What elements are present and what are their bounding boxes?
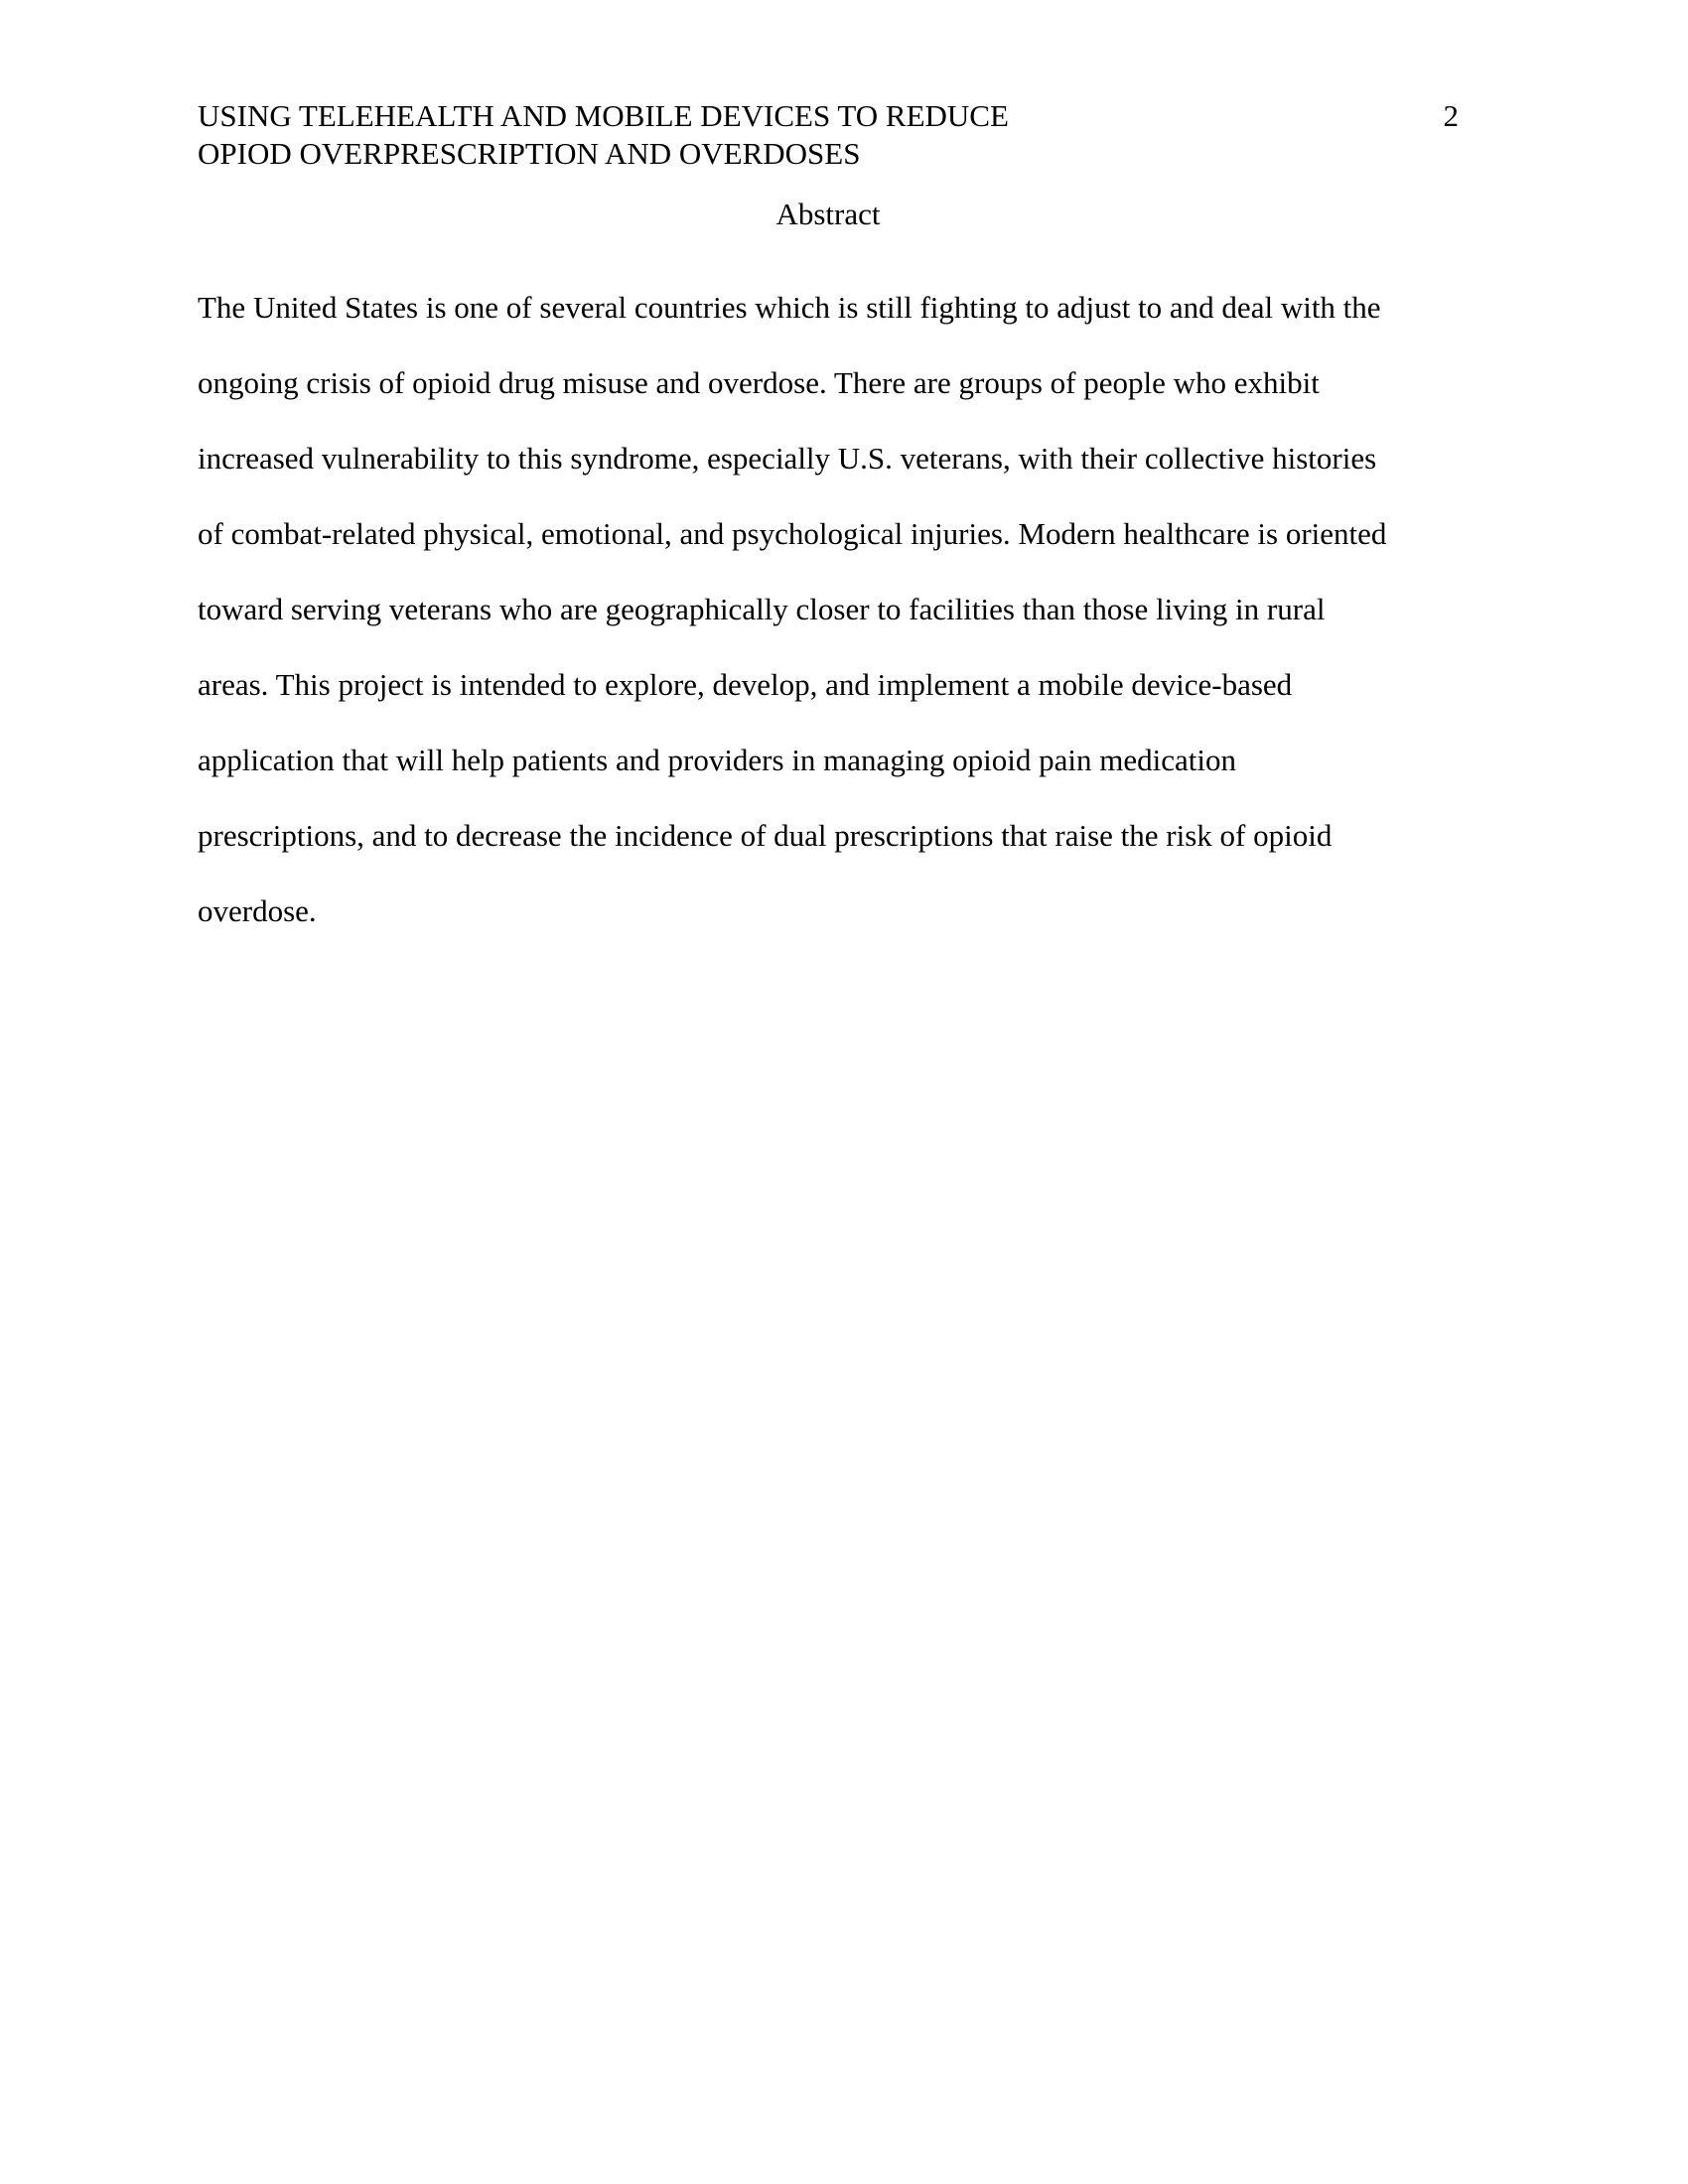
abstract-line: application that will help patients and providers in managing opioid pain medication	[198, 743, 1237, 777]
abstract-line: toward serving veterans who are geographically closer to facilities than those living in rural	[198, 592, 1326, 626]
running-head-line-2: OPIOD OVERPRESCRIPTION AND OVERDOSES	[198, 136, 861, 171]
abstract-line: ongoing crisis of opioid drug misuse and overdose. There are groups of people who exhibit	[198, 365, 1320, 400]
abstract-body	[198, 270, 1469, 949]
abstract-line: overdose.	[198, 893, 317, 928]
abstract-line: of combat-related physical, emotional, and psychological injuries. Modern healthcare is oriented	[198, 516, 1387, 551]
page-number: 2	[1443, 98, 1459, 133]
section-title: Abstract	[775, 197, 881, 231]
running-head-line-1: USING TELEHEALTH AND MOBILE DEVICES TO REDUCE	[198, 98, 1009, 133]
abstract-line: The United States is one of several countries which is still fighting to adjust to and deal with the	[198, 290, 1381, 325]
abstract-line: prescriptions, and to decrease the incidence of dual prescriptions that raise the risk of opioid	[198, 818, 1333, 853]
abstract-line: increased vulnerability to this syndrome, especially U.S. veterans, with their collective histories	[198, 441, 1377, 476]
abstract-line: areas. This project is intended to explore, develop, and implement a mobile device-based	[198, 667, 1293, 702]
page-header	[198, 97, 1459, 173]
